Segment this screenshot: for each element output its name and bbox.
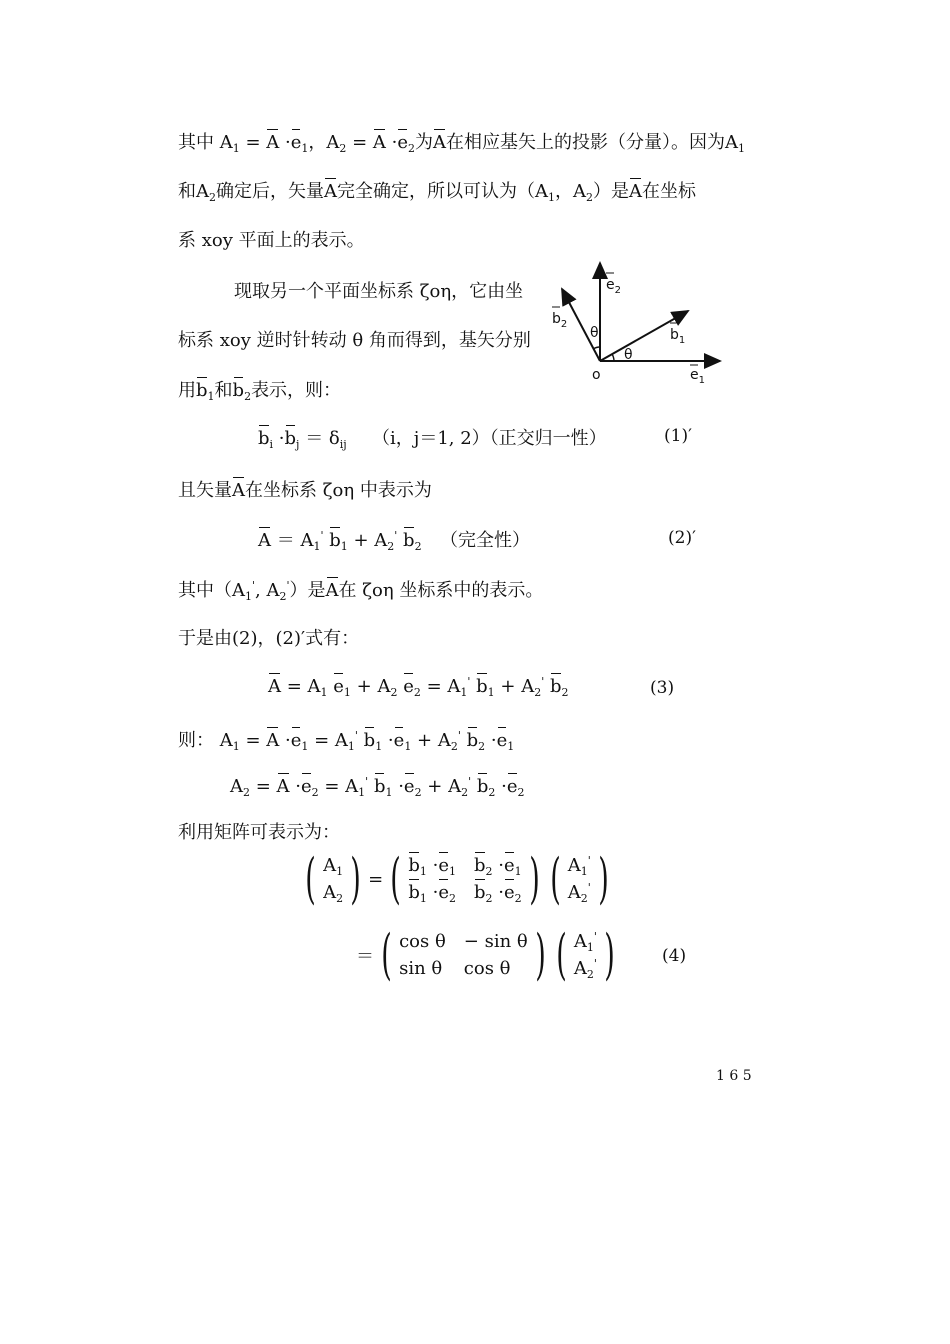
text: ）是	[593, 181, 629, 202]
paragraph-2-line-1: 现取另一个平面坐标系 ζoη，它由坐	[234, 281, 524, 302]
representation-line: 其中（$A_1'$, $A_2'$）是A在 ζoη 坐标系中的表示。	[178, 579, 544, 603]
then-equation-2: $A_2 = A \cdot e_2 = A_1'$ $b_1 \cdot e_2 + A_2'$ $b_2 \cdot e_2$	[230, 775, 525, 799]
text: 为	[415, 132, 434, 153]
matrix-intro-line: 利用矩阵可表示为：	[178, 822, 340, 843]
text: 和	[214, 380, 233, 401]
text: 确定后，矢量	[216, 181, 324, 202]
text: 则：	[178, 730, 214, 751]
label-theta-lower: θ	[624, 347, 633, 363]
text: ）是	[289, 580, 326, 601]
equation-1: $b_i \cdot b_j = \delta_{ij}$	[258, 428, 347, 451]
then-equation-1: 则： $A_1 = A \cdot e_1 = A_1'$ $b_1 \cdot e_1 + A_2'$ $b_2 \cdot e_1$	[178, 729, 515, 753]
label-e2: $e_2$	[606, 277, 621, 296]
label-b2: $b_2$	[552, 311, 568, 330]
text: ，	[555, 181, 573, 202]
equation-4-number: (4)	[662, 946, 687, 966]
paragraph-1-line-3	[178, 226, 365, 252]
angle-arc-2	[593, 347, 600, 349]
label-b1: $b_1$	[670, 327, 686, 346]
equation-1-number: (1)′	[664, 426, 692, 446]
paragraph-2-line-2: 标系 xoy 逆时针转动 θ 角而得到，基矢分别	[178, 330, 531, 351]
text: 表示，则：	[251, 380, 342, 401]
equation-1-condition: （i，j＝1, 2）（正交归一性）	[372, 428, 607, 449]
text: 在 ζoη 坐标系中的表示。	[338, 580, 544, 601]
vector-a-line: 且矢量A在坐标系 ζoη 中表示为	[178, 480, 432, 501]
matrix-cell: − sin θ	[463, 931, 528, 952]
equation-2-number: (2)′	[668, 528, 696, 548]
matrix-cell: cos θ	[399, 931, 446, 952]
text: 其中（	[178, 580, 232, 601]
basis-rotation-diagram	[548, 255, 732, 395]
page-number: 1 6 5	[716, 1068, 752, 1084]
label-theta-upper: θ	[590, 325, 599, 341]
label-origin: o	[592, 367, 601, 383]
text: 系 xoy 平面上的表示。	[178, 230, 365, 251]
matrix-cell: cos θ	[463, 958, 511, 979]
text: 且矢量	[178, 480, 232, 501]
equation-2: $A = A_1'$ $b_1 + A_2'$ $b_2$	[258, 529, 422, 553]
text: 用	[178, 380, 196, 401]
equation-3: $A = A_1$ $e_1 + A_2$ $e_2 = A_1'$ $b_1 + A_2'$ $b_2$	[268, 675, 569, 699]
paragraph-2-line-3: 用$b_1$和$b_2$表示，则：	[178, 380, 342, 403]
paragraph-1-line-1: 其中 $A_1 = A \cdot e_1$，$A_2 = A \cdot e_2$为A在相应基矢上的投影（分量）。因为$A_1$	[178, 132, 746, 155]
text: 和	[178, 181, 196, 202]
text: ，	[308, 132, 327, 153]
matrix-cell: sin θ	[399, 958, 443, 979]
paragraph-1-line-2: 和$A_2$确定后，矢量A完全确定，所以可认为（$A_1$，$A_2$）是A在坐标	[178, 181, 696, 204]
equation-3-number: (3)	[650, 678, 675, 698]
from-line: 于是由(2)，(2)′式有：	[178, 628, 360, 649]
label-e1: $e_1$	[690, 367, 705, 386]
text: 其中	[178, 132, 214, 153]
matrix-equation-2: ＝ ( cos θ − sin θ sin θ cos θ ) ( $A_1'$ $A_2'$ )	[356, 923, 615, 986]
text: 完全确定，所以可认为（	[337, 181, 535, 202]
angle-arc-1	[612, 354, 614, 361]
matrix-equation-1: ( $A_1$ $A_2$ ) = ( $b_1 \cdot e_1$ $b_2 \cdot e_1$ $b_1 \cdot e_2$ $b_2 \cdot e_2$ ) ( $A_1'$ $A_2'$ )	[305, 847, 609, 910]
text: 在坐标	[642, 181, 696, 202]
text: 在坐标系 ζoη 中表示为	[245, 480, 432, 501]
equation-2-condition: （完全性）	[440, 530, 530, 551]
text: 在相应基矢上的投影（分量）。因为	[446, 132, 726, 153]
